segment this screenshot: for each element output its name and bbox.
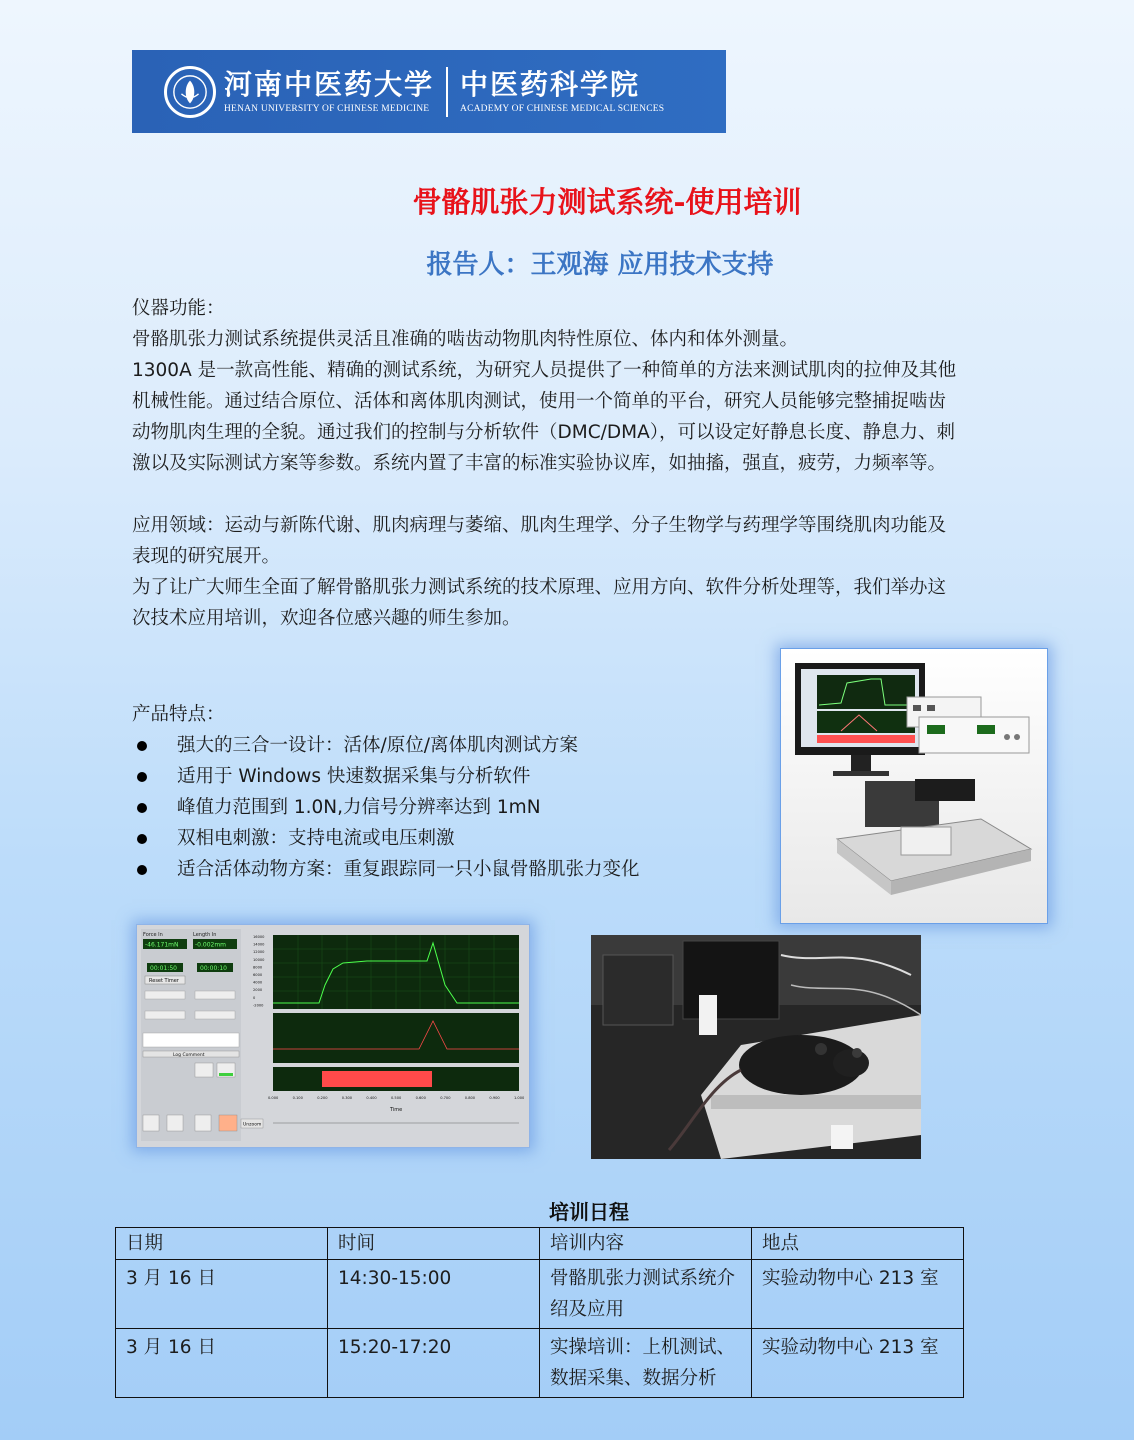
length-label: Length In — [193, 932, 217, 938]
x-tick-label: 0.000 — [268, 1096, 279, 1100]
university-seal-icon — [164, 66, 216, 118]
reset-timer-button: Reset Timer — [149, 978, 179, 984]
force-tick-label: 12000 — [253, 950, 265, 955]
software-screenshot — [136, 924, 530, 1148]
force-tick-label: 8000 — [253, 965, 263, 970]
x-tick-label: 0.200 — [317, 1096, 328, 1100]
features-section — [132, 699, 752, 885]
device-photo — [780, 648, 1048, 924]
time-axis-label: Time — [390, 1107, 403, 1113]
cell-location: 实验动物中心 213 室 — [752, 1260, 964, 1329]
mouse-illustration — [591, 935, 921, 1159]
force-readout: -46.171mN — [145, 941, 179, 949]
bullet-icon — [137, 834, 147, 844]
device-illustration — [781, 649, 1048, 924]
x-tick-label: 0.300 — [341, 1096, 353, 1100]
force-tick-label: -2000 — [253, 1003, 264, 1008]
bullet-icon — [137, 865, 147, 875]
instrument-function-section — [132, 293, 962, 634]
function-paragraph: 1300A 是一款高性能、精确的测试系统，为研究人员提供了一种简单的方法来测试肌肉的拉伸及其他机械性能。通过结合原位、活体和离体肌肉测试，使用一个简单的平台，研究人员能够完整捕捉啮齿动物肌肉生理的全貌。通过我们的控制与分析软件（DMC/DMA），可以设定好静息长度、静息力、刺激以及实际测试方案等参数。系统内置了丰富的标准实验协议库，如抽搐，强直，疲劳，力频率等。 — [132, 360, 957, 474]
x-tick-label: 0.400 — [366, 1096, 377, 1100]
log-comment-button: Log Comment — [173, 1053, 205, 1058]
bullet-icon — [137, 803, 147, 813]
cell-content: 实操培训：上机测试、数据采集、数据分析 — [540, 1329, 752, 1398]
x-tick-label: 1.000 — [514, 1096, 525, 1100]
schedule-table — [115, 1227, 964, 1398]
logo-divider — [446, 67, 448, 117]
table-header-row — [116, 1228, 964, 1260]
cell-time: 15:20-17:20 — [328, 1329, 540, 1398]
x-tick-label: 0.700 — [440, 1096, 451, 1100]
elapsed-time-readout: 00:01:50 — [150, 965, 177, 972]
page-title: 骨骼肌张力测试系统-使用培训 — [412, 185, 802, 219]
header-date: 日期 — [116, 1228, 328, 1260]
force-tick-label: 2000 — [253, 988, 263, 993]
x-tick-label: 0.600 — [415, 1096, 426, 1100]
cell-content: 骨骼肌张力测试系统介绍及应用 — [540, 1260, 752, 1329]
force-tick-label: 14000 — [253, 942, 265, 947]
header-time: 时间 — [328, 1228, 540, 1260]
force-label: Force In — [143, 932, 163, 938]
x-tick-label: 0.900 — [489, 1096, 500, 1100]
table-row — [116, 1329, 964, 1398]
function-heading: 仪器功能： — [132, 298, 225, 319]
time-since-readout: 00:00:10 — [200, 965, 227, 972]
cell-date: 3 月 16 日 — [116, 1260, 328, 1329]
header-location: 地点 — [752, 1228, 964, 1260]
force-tick-label: 4000 — [253, 980, 263, 985]
list-item: 强大的三合一设计：活体/原位/离体肌肉测试方案 — [132, 730, 752, 761]
cell-date: 3 月 16 日 — [116, 1329, 328, 1398]
bullet-icon — [137, 772, 147, 782]
invitation-paragraph: 为了让广大师生全面了解骨骼肌张力测试系统的技术原理、应用方向、软件分析处理等，我们举办这次技术应用培训，欢迎各位感兴趣的师生参加。 — [132, 577, 947, 629]
reporter-line: 报告人：王观海 应用技术支持 — [426, 250, 774, 280]
length-readout: -0.002mm — [195, 941, 227, 949]
features-heading: 产品特点： — [132, 704, 225, 725]
x-tick-label: 0.100 — [292, 1096, 303, 1100]
academy-name-cn: 中医药科学院 — [460, 68, 641, 101]
application-paragraph: 应用领域：运动与新陈代谢、肌肉病理与萎缩、肌肉生理学、分子生物学与药理学等围绕肌肉功能及表现的研究展开。 — [132, 515, 947, 567]
list-item: 适合活体动物方案：重复跟踪同一只小鼠骨骼肌张力变化 — [132, 854, 752, 885]
unzoom-button: Unzoom — [243, 1122, 262, 1128]
force-tick-label: 0 — [253, 995, 256, 1000]
cell-location: 实验动物中心 213 室 — [752, 1329, 964, 1398]
list-item: 双相电刺激：支持电流或电压刺激 — [132, 823, 752, 854]
university-logo-banner — [132, 50, 726, 133]
schedule-title: 培训日程 — [549, 1200, 629, 1224]
software-illustration — [137, 925, 530, 1148]
x-tick-label: 0.800 — [464, 1096, 476, 1100]
force-tick-label: 16000 — [253, 935, 265, 939]
academy-name-en: ACADEMY OF CHINESE MEDICAL SCIENCES — [460, 104, 665, 114]
list-item: 峰值力范围到 1.0N,力信号分辨率达到 1mN — [132, 792, 752, 823]
table-row — [116, 1260, 964, 1329]
university-name-cn: 河南中医药大学 — [224, 68, 435, 101]
function-paragraph: 骨骼肌张力测试系统提供灵活且准确的啮齿动物肌肉特性原位、体内和体外测量。 — [132, 329, 799, 350]
force-tick-label: 10000 — [253, 957, 265, 962]
list-item: 适用于 Windows 快速数据采集与分析软件 — [132, 761, 752, 792]
mouse-experiment-photo — [591, 935, 921, 1159]
x-tick-label: 0.500 — [391, 1096, 402, 1100]
bullet-icon — [137, 741, 147, 751]
features-list — [132, 730, 752, 885]
university-name-en: HENAN UNIVERSITY OF CHINESE MEDICINE — [224, 104, 430, 114]
header-content: 培训内容 — [540, 1228, 752, 1260]
stimulation-pulse — [322, 1071, 432, 1087]
cell-time: 14:30-15:00 — [328, 1260, 540, 1329]
force-tick-label: 6000 — [253, 973, 263, 977]
